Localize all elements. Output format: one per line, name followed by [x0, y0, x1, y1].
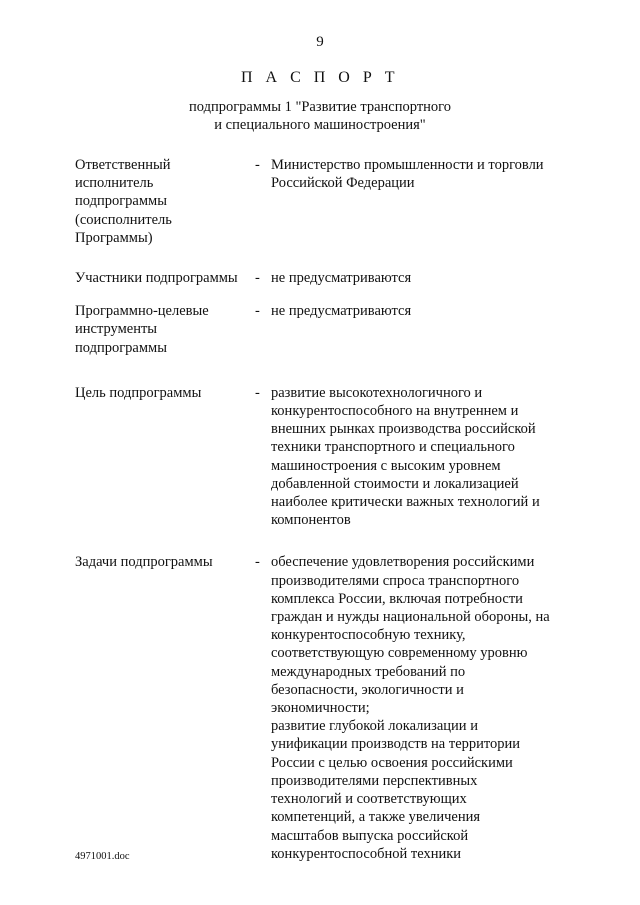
row-label: Участники подпрограммы: [75, 270, 238, 287]
row-dash: -: [255, 157, 260, 173]
page-number: 9: [316, 34, 324, 50]
row-label: Программно-целевые инструменты подпрограммы: [75, 303, 209, 356]
row-label: Задачи подпрограммы: [75, 554, 213, 571]
passport-row-responsible: [75, 156, 575, 247]
document-title: П А С П О Р Т: [240, 69, 400, 86]
subtitle-line-1: подпрограммы 1 "Развитие транспортного: [188, 99, 451, 115]
passport-table: [75, 156, 575, 863]
row-value: обеспечение удовлетворения российскими производителями спроса транспортного комплекса России, включая потребности граждан и нужды национальной обороны, на конкурентоспособную технику, соответствующую современному уровню международных требований по безопасности, экологичности и экономичности; развитие глубокой локализации и унификации производств на территории России с целью освоения российскими производителями перспективных технологий и соответствующих компетенций, а также увеличения масштабов выпуска российской конкурентоспособной техники: [271, 554, 550, 862]
row-label: Ответственный исполнитель подпрограммы (соисполнитель Программы): [75, 157, 172, 246]
row-value: Министерство промышленности и торговли Российской Федерации: [271, 157, 544, 192]
passport-row-goal: [75, 384, 575, 530]
row-dash: -: [255, 554, 260, 571]
row-dash: -: [255, 384, 260, 401]
document-subtitle: [0, 98, 640, 134]
row-value: не предусматриваются: [271, 303, 412, 320]
passport-row-instruments: [75, 302, 575, 357]
row-dash: -: [255, 270, 260, 287]
row-dash: -: [255, 303, 260, 320]
subtitle-line-2: и специального машиностроения": [214, 117, 426, 134]
document-file-code: 4971001.doc: [75, 851, 130, 862]
row-value: не предусматриваются: [271, 270, 412, 287]
passport-row-tasks: [75, 553, 575, 862]
passport-row-participants: [75, 269, 575, 287]
row-value: развитие высокотехнологичного и конкурентоспособного на внутреннем и внешних рынках производства российской техники транспортного и специального машиностроения с высоким уровнем добавленной стоимости и локализацией наиболее критически важных технологий и компонентов: [271, 384, 540, 529]
row-label: Цель подпрограммы: [75, 384, 202, 401]
